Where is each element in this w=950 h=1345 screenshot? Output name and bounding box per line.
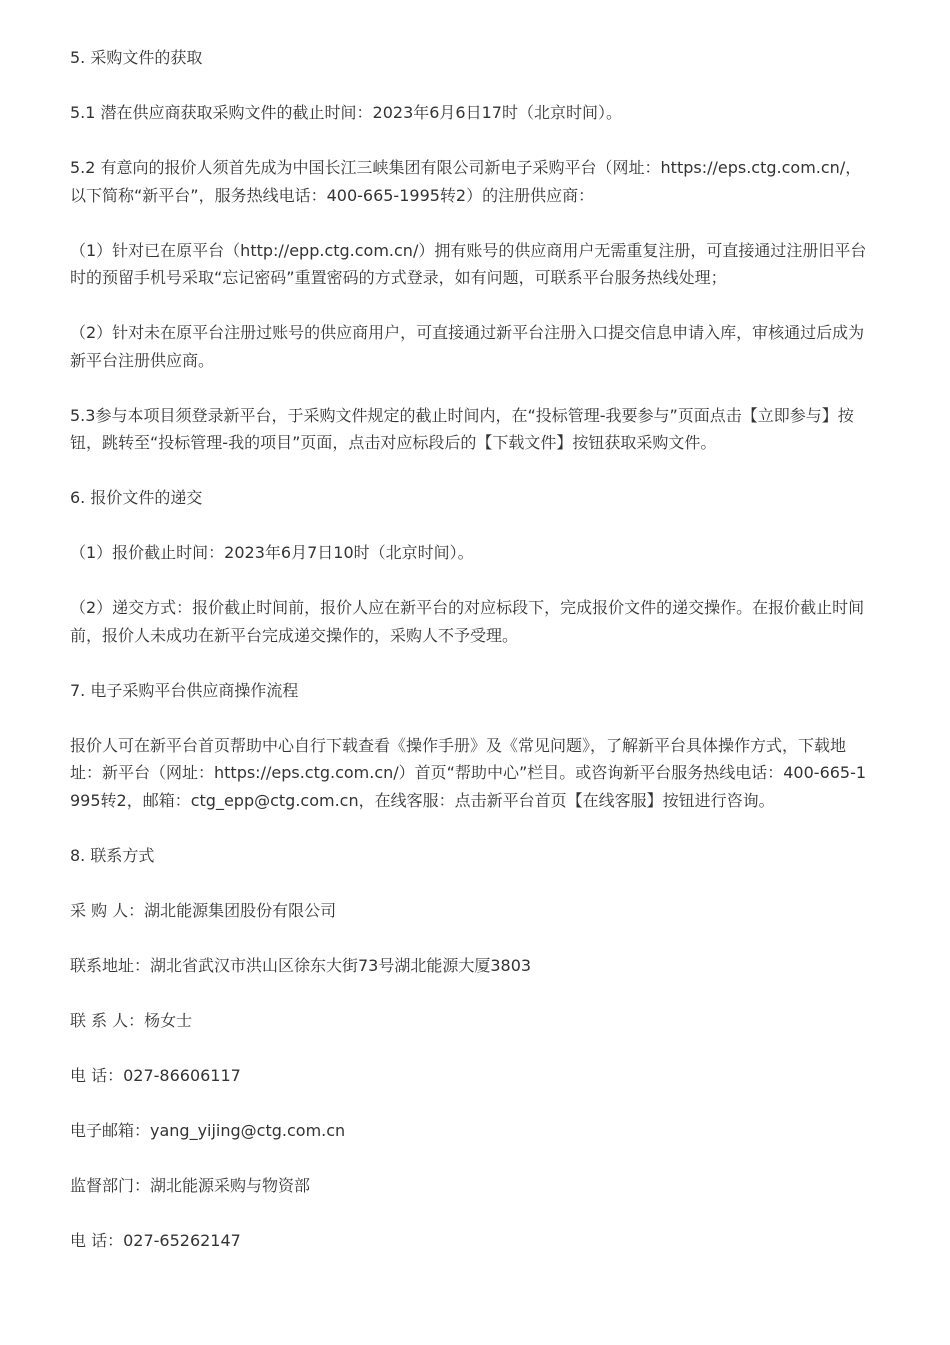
paragraph-5-2-item-2: （2）针对未在原平台注册过账号的供应商用户，可直接通过新平台注册入口提交信息申请入库，审核通过后成为新平台注册供应商。 [70,323,865,370]
paragraph-5-1: 5.1 潜在供应商获取采购文件的截止时间：2023年6月6日17时（北京时间）。 [70,103,622,122]
paragraph-5-2: 5.2 有意向的报价人须首先成为中国长江三峡集团有限公司新电子采购平台（网址：https://eps.ctg.com.cn/，以下简称“新平台”，服务热线电话：400-665-1995转2）的注册供应商： [70,158,862,205]
section-heading-contact: 8. 联系方式 [70,845,155,865]
supervision-phone: 电 话：027-65262147 [70,1230,241,1250]
supervision-department: 监督部门：湖北能源采购与物资部 [70,1175,311,1195]
paragraph-7: 报价人可在新平台首页帮助中心自行下载查看《操作手册》及《常见问题》，了解新平台具体操作方式，下载地址：新平台（网址：https://eps.ctg.com.cn/）首页“帮助中心”栏目。或咨询新平台服务热线电话：400-665-1995转2，邮箱：ctg_epp@ctg.com.cn，在线客服：点击新平台首页【在线客服】按钮进行咨询。 [70,735,867,810]
contact-purchaser: 采 购 人：湖北能源集团股份有限公司 [70,900,337,920]
paragraph-6-2: （2）递交方式：报价截止时间前，报价人应在新平台的对应标段下，完成报价文件的递交操作。在报价截止时间前，报价人未成功在新平台完成递交操作的，采购人不予受理。 [70,598,865,645]
contact-address: 联系地址：湖北省武汉市洪山区徐东大街73号湖北能源大厦3803 [70,955,532,975]
paragraph-5-2-item-1: （1）针对已在原平台（http://epp.ctg.com.cn/）拥有账号的供应商用户无需重复注册，可直接通过注册旧平台时的预留手机号采取“忘记密码”重置密码的方式登录，如有问题，可联系平台服务热线处理； [70,240,867,287]
section-heading-procurement-docs: 5. 采购文件的获取 [70,48,203,67]
section-heading-platform-process: 7. 电子采购平台供应商操作流程 [70,680,299,700]
paragraph-5-3: 5.3参与本项目须登录新平台，于采购文件规定的截止时间内，在“投标管理-我要参与”页面点击【立即参与】按钮，跳转至“投标管理-我的项目”页面，点击对应标段后的【下载文件】按钮获取采购文件。 [70,405,854,452]
document-body [70,44,870,1254]
contact-email: 电子邮箱：yang_yijing@ctg.com.cn [70,1120,346,1140]
contact-person: 联 系 人：杨女士 [70,1010,193,1030]
section-heading-quote-submission: 6. 报价文件的递交 [70,488,203,507]
contact-phone: 电 话：027-86606117 [70,1065,241,1085]
paragraph-6-1: （1）报价截止时间：2023年6月7日10时（北京时间）。 [70,543,474,562]
